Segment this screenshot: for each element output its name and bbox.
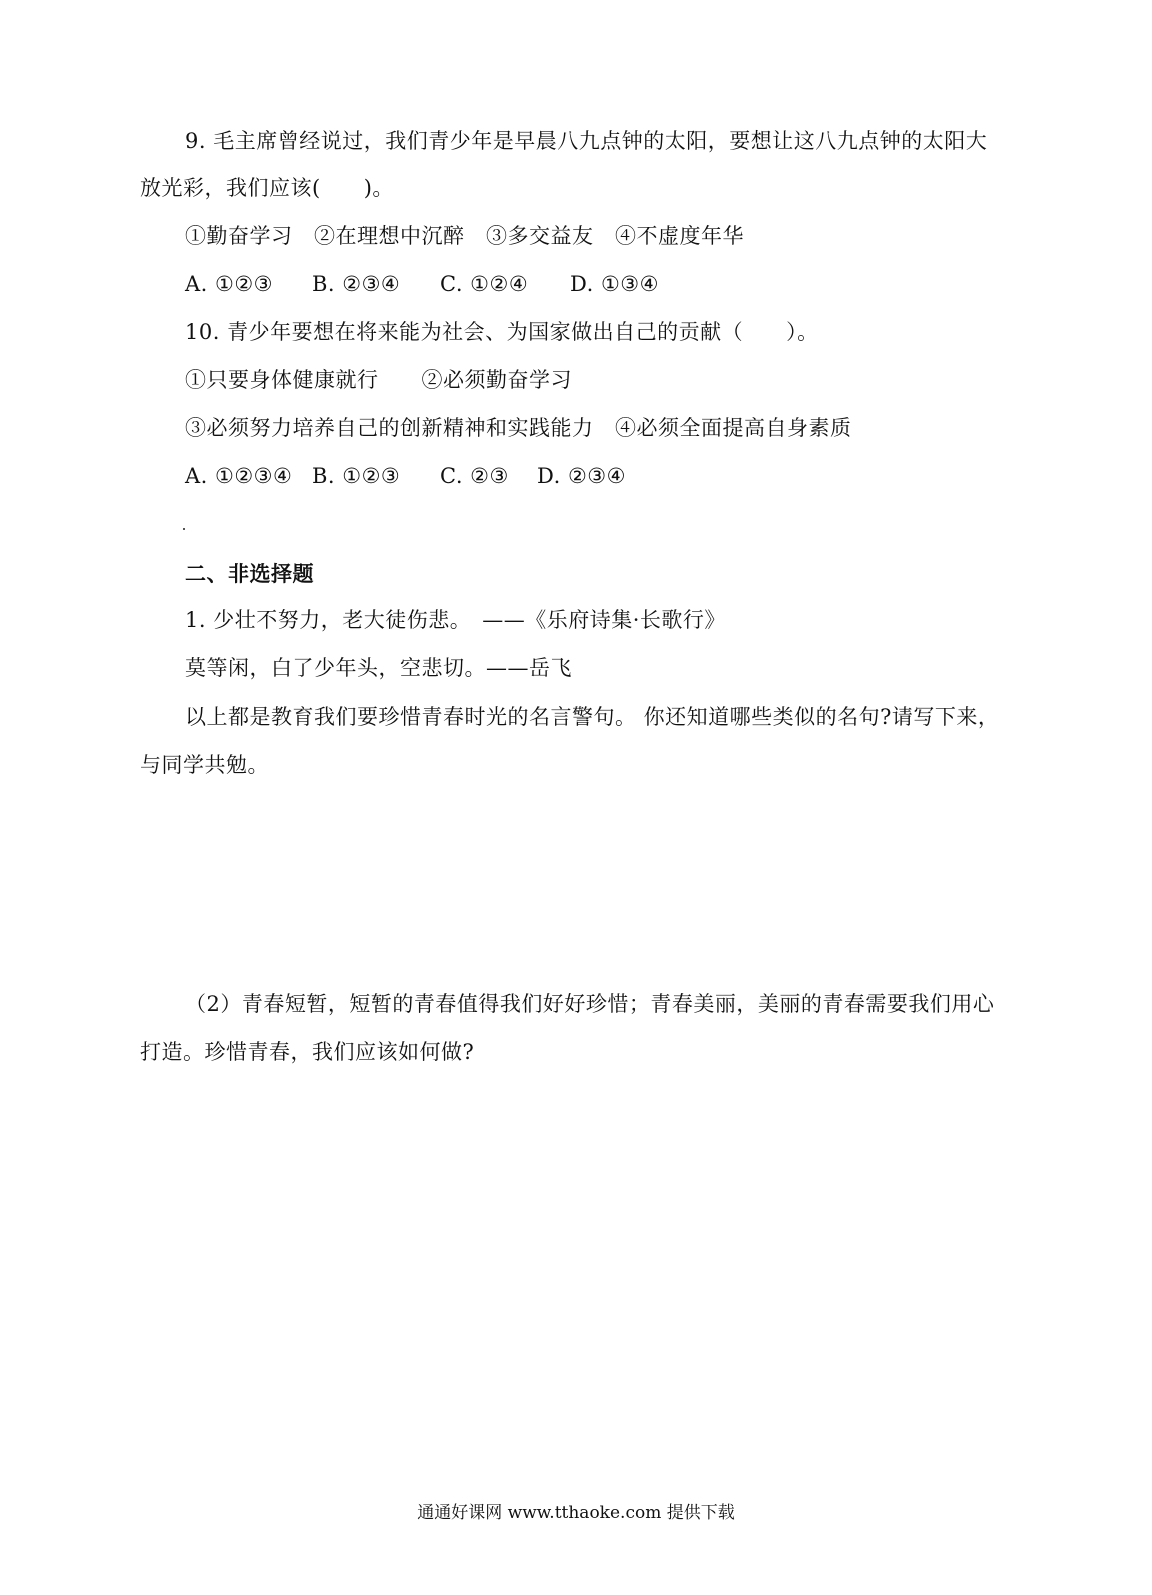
q9-line-2: 放光彩，我们应该( )。 [140, 176, 394, 200]
s2-q1-line-2: 莫等闲，白了少年头，空悲切。——岳飞 [185, 656, 572, 680]
q10-statements-1: ①只要身体健康就行 ②必须勤奋学习 [185, 368, 572, 392]
q10-statements-2: ③必须努力培养自己的创新精神和实践能力 ④必须全面提高自身素质 [185, 416, 852, 440]
q10-line-1: 10. 青少年要想在将来能为社会、为国家做出自己的贡献（ ）。 [185, 320, 819, 344]
q10-option-a: A. ①②③④ [185, 464, 293, 488]
q10-option-d: D. ②③④ [537, 464, 626, 488]
q9-statements: ①勤奋学习 ②在理想中沉醉 ③多交益友 ④不虚度年华 [185, 224, 744, 248]
s2-q1-line-4: 与同学共勉。 [140, 753, 269, 777]
s2-q2-line-2: 打造。珍惜青春，我们应该如何做? [140, 1040, 475, 1064]
q9-option-a: A. ①②③ [185, 272, 273, 296]
stray-dot [183, 528, 185, 530]
s2-q1-line-3: 以上都是教育我们要珍惜青春时光的名言警句。 你还知道哪些类似的名句?请写下来， [185, 705, 1000, 729]
q9-option-b: B. ②③④ [312, 272, 401, 296]
q10-option-b: B. ①②③ [312, 464, 401, 488]
s2-q2-line-1: （2）青春短暂，短暂的青春值得我们好好珍惜；青春美丽，美丽的青春需要我们用心 [185, 992, 995, 1016]
q9-line-1: 9. 毛主席曾经说过，我们青少年是早晨八九点钟的太阳，要想让这八九点钟的太阳大 [185, 129, 988, 153]
page-footer: 通通好课网 www.tthaoke.com 提供下载 [417, 1503, 735, 1523]
s2-q1-line-1: 1. 少壮不努力，老大徒伤悲。 ——《乐府诗集·长歌行》 [185, 608, 726, 632]
q10-option-c: C. ②③ [440, 464, 509, 488]
q9-option-c: C. ①②④ [440, 272, 529, 296]
q9-option-d: D. ①③④ [570, 272, 659, 296]
section-heading: 二、非选择题 [185, 562, 314, 586]
